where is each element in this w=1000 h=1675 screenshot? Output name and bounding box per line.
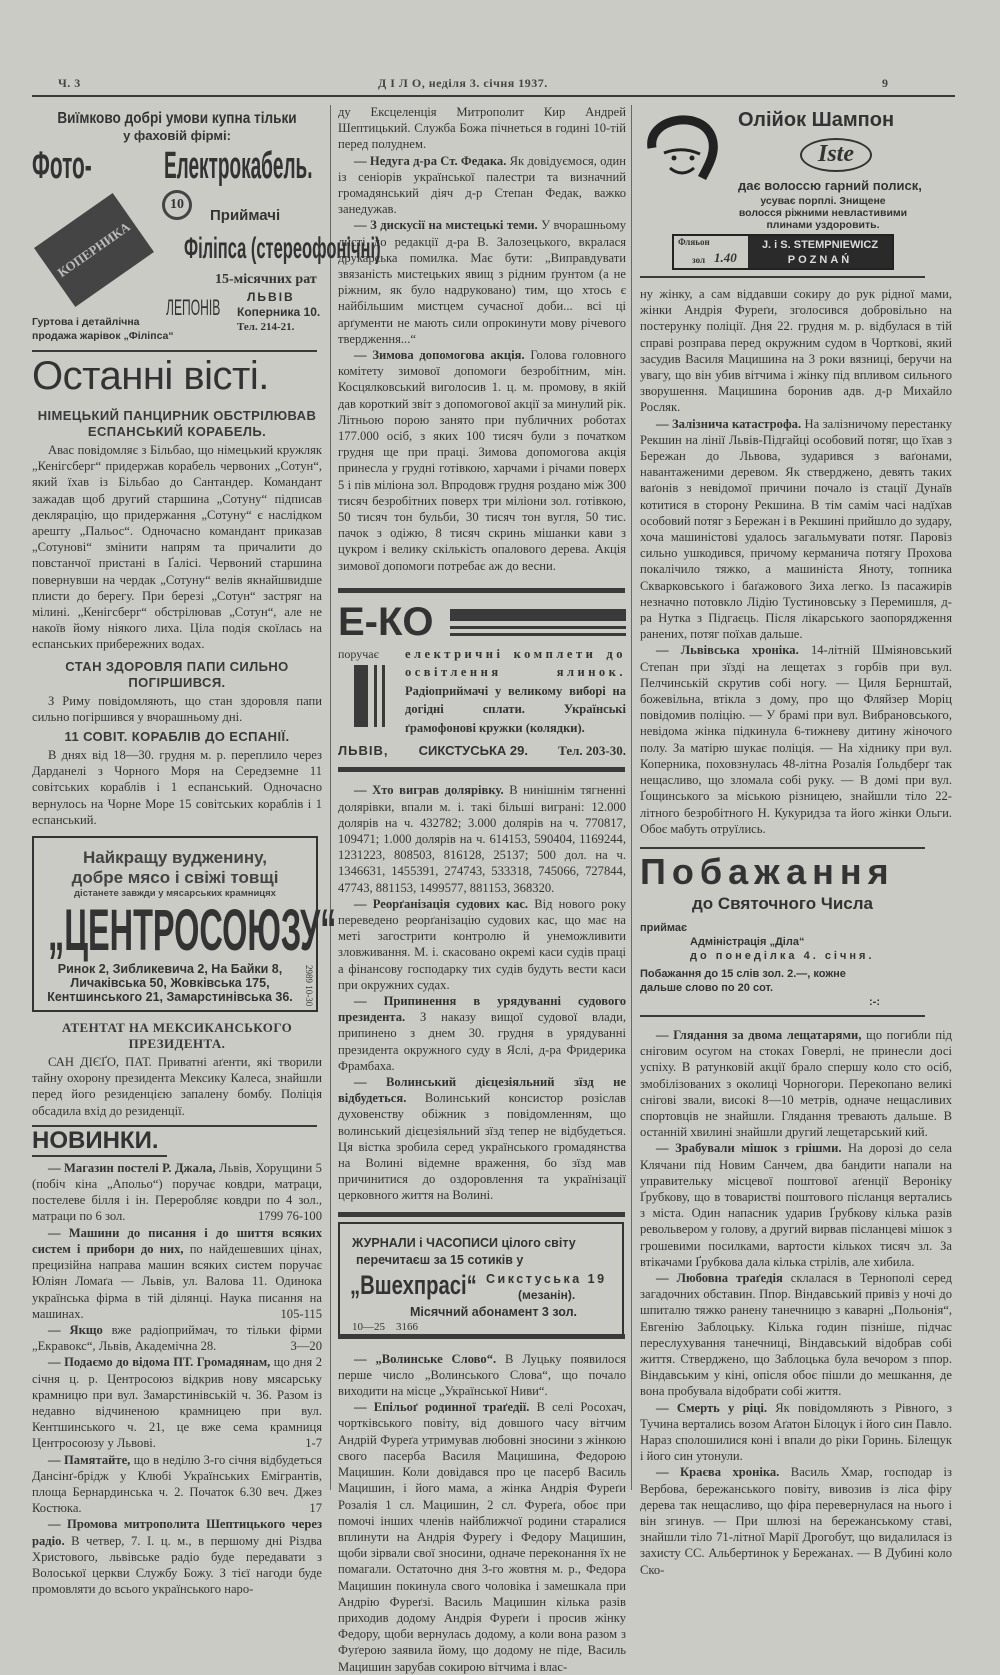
- section-title-novynky: НОВИНКИ.: [32, 1126, 159, 1154]
- ad-title: Олійок Шампон: [738, 109, 895, 131]
- brand-foto: Фото-: [32, 145, 92, 187]
- news-text: Як довідуємося, один із сеніорів української палестри та визначний громадянський діяч д-р Степан Федак, важко занедужав.: [338, 153, 626, 217]
- ad-line: Тел. 214-21.: [237, 321, 295, 333]
- news-text: В нинішнім тягненні долярівки, впали м. і. такі більші виграні: 12.000 долярів на ч. 432782; 3.000 долярів на ч. 770817, 109471; 1.000 долярів на ч. 614153, 590404, 1169244, 1231223, 808503, 816128, 25137; 500 дол. на ч. 1346631, 1455391, 274743, 533318, 745066, 727844, 47743, 881153, 1499577, 881153, 368320.: [338, 783, 627, 895]
- news-item: [32, 1322, 322, 1354]
- divider: [640, 1015, 925, 1017]
- ad-text: електричні комплети до освітлення ялинок.: [405, 646, 626, 680]
- article-column: [32, 693, 322, 725]
- news-item: [32, 1354, 322, 1451]
- article-headline: 11 СОВІТ. КОРАБЛІВ ДО ЕСПАНІЇ.: [64, 729, 290, 745]
- news-text: Волинський консистор розіслав духовенству обіжник з повідомленням, що волинський дієцезіяльний зїзд тепер не відбудеться. Ця вістка зробила серед українського громадянства на Волині відемне враження, бо зїзд мав причинитися до оздоровлення та українізації церковного життя на Волині.: [338, 1091, 626, 1203]
- news-item: [338, 1351, 626, 1400]
- news-lead: — Подаємо до відома ПТ. Громадянам,: [48, 1355, 271, 1370]
- news-item: [32, 1054, 322, 1119]
- article-column: [338, 104, 626, 574]
- news-lead: — Припинення в урядуванні судового президента.: [338, 994, 626, 1025]
- news-text: Василь Хмар, господар із Вербова, бережанського повіту, вивозив із ліса фіру дерева так нещасливо, що фіра перевернулася на нього і він згинув. — При шлюзі на бережанському ставі, знайшли тіло 71-літної Марії Дрогобут, що видалилася із захисту СС. Альбертинок у Бережанах. — В Дубині коло Ско-: [640, 1465, 952, 1577]
- ad-price: Побажання до 15 слів зол. 2.—, кожне дальше слово по 20 сот.: [640, 967, 846, 994]
- news-item: [338, 782, 626, 895]
- news-text: що дня 2 січня ц. р. Центросоюз відкрив нову мясарську крамницю при вул. Замарстинівській ч. 36. Разом із недавно відчиненою крамницею при вул. Кентшинського ч. 21, це вже сема крамниця Центросоюзу у Львові.: [32, 1355, 322, 1451]
- ad-line: Виїмково добрі умови купна тільки: [57, 110, 297, 127]
- news-item: [338, 217, 626, 347]
- news-text: що погибли під сніговим осугом на стоках Говерлі, не принесли досі успіху. В ратунковій акції брало спершу коло сто осіб, змобілізованих з околиці Чорногори. Перекопано великі снігові звали, високі 8—10 метрів, одначе нещасливих спортовців не знайшли. Глядання тревають дальше. В останній хвилині знайшли другий лещетарський кий.: [640, 1027, 952, 1140]
- news-text: В днях від 18—30. грудня м. р. переплило через Дарданелі з Чорного Моря на Середземне 11 совітських кораблів і 1 еспанський. Одночасно вернулось на Чорне Море 15 совітських кораблів і 1 еспанський.: [32, 748, 322, 827]
- news-lead: — Машини до писання і до шиття всяких систем і прибори до них,: [32, 1225, 322, 1256]
- ad-ornament: :-:: [869, 995, 880, 1008]
- news-lead: — Недуга д-ра Ст. Федака.: [354, 153, 507, 168]
- news-item: [338, 1399, 626, 1674]
- divider: [338, 1334, 625, 1339]
- ad-line: до понеділка 4. січня.: [690, 949, 875, 962]
- ad-foto-elektrokabel: [32, 110, 381, 344]
- brand-eko: Е-КО: [338, 599, 434, 644]
- news-lead: — З дискусії на мистецькі теми.: [354, 218, 538, 233]
- news-lead: — Волинський дієцезіяльний зїзд не відбудеться.: [338, 1075, 626, 1106]
- news-item: [640, 416, 952, 643]
- news-lead: — „Волинське Слово“.: [354, 1351, 497, 1366]
- brand-philips: Філіпса (стереофонічні): [184, 232, 381, 265]
- news-lead: — Магазин постелі Р. Джала,: [48, 1160, 216, 1175]
- ad-subtitle: до Святочного Числа: [692, 893, 873, 913]
- price-value: 1.40: [714, 250, 737, 265]
- maker-name: J. i S. STEMPNIEWICZ: [761, 239, 879, 251]
- news-text: 14-літній Шміяновський Степан при зїзді на лещетах з горбів при вул. Пелчинській скрутив собі ногу. — Циля Бернштай, божевільна, втікла з дому, про що Фляйзер Моріц повідомив поліцію. — У брамі при вул. Вибрановського, невідома жінка підкинула 6-тижневу дитину жіночого полу. За матірю шукає поліція. — На хіднику при вул. Коперника, поховзнулась 48-літна Розалія Ґольдберґ так нещасливо, що зломала собі руку. — В домі при вул. Ґощинського за міською різницею, знайшли тіло 22-літного безробітного Н. Кукуридза та його жінки Ольги. Обоє мабуть отруїлись.: [640, 643, 953, 836]
- news-code: 1-7: [305, 1436, 322, 1451]
- ad-line: Приймачі: [210, 207, 281, 224]
- ad-centrosoyuz: [32, 836, 337, 1012]
- news-text: В селі Росохач, чортківського повіту, від довшого часу вітчим Андрій Фуреґа утримував любовні зносини з жінкою свого пасерба Василя Мацишина, Федорою Мацишин. Коли довідався про це пасерб Василь Мацишин, і його мама, а жінка Андрія Фуреґи Розалія 1 сл. Мацишин, 2 сл. Фуреґа, обоє при помочі інших членів найближчої родини старалися вплинути на Андрія Фуреґу і Федору Мацишин, щоби зірвали свої зносини, одначе переконання їх не помагали. Остаточно дня 3-го жовтня м. р., Федора Мацишин покинула свого чоловіка і замешкала при Андрію Фуреґзі. Василь Мацишин кілька разів приходив додому Андрія Фуреґи і просив жінку Федору, щоби вернулась додому, а коли вона разом з Фуґерою заявила йому, що додому не піде, Василь Мацишин зарубав сокирою вітчима і влас-: [338, 1400, 626, 1674]
- article-column: [32, 1054, 322, 1119]
- ad-line: ЖУРНАЛИ і ЧАСОПИСИ цілого світу: [352, 1235, 576, 1250]
- news-lead: — Смерть у ріці.: [656, 1400, 767, 1415]
- news-text: ну жінку, а сам віддавши сокиру до рук рідної мами, жінки Андрія Фуреґи, зголосився добровільно на постерунку поліції. Дня 22. грудня м. р. відбулася в тій справі розправа перед окружним судом в Чорткові, який засудив Василя Мацишина на 3 роки вязниці, беручи на увагу, що він убив вітчима і жінку під впливом сильного зворушення. Мацишина боронив адв. д-р Михайло Росляк.: [640, 287, 952, 415]
- article-column: [338, 782, 626, 1203]
- news-lead: — Залізнича катастрофа.: [656, 416, 802, 431]
- article-headline: НІМЕЦЬКИЙ ПАНЦИРНИК ОБСТРІЛЮВАВ ЕСПАНСЬКИЙ КОРАБЕЛЬ.: [37, 408, 317, 439]
- divider: [338, 767, 625, 772]
- address: Кентшинського 21, Замарстинівська 36.: [47, 990, 293, 1005]
- news-item: [338, 104, 626, 153]
- news-text: склалася в Тернополі серед загадочних обставин. Ппор. Віндавський привіз у ночі до шпиталю тяжко ранену танечницю з каварні „Польонія“, Евгенію Заблоцьку. Кілька годин пізніше, підчас переслухування танечниці, Віндавський відобрав собі життя. Стверджено, що Заблоцька була вечором з ппор. Віндавським у кіні, опісля обоє пішли до мешкання, де вона пробувала відобрати собі життя.: [640, 1270, 952, 1399]
- price-currency: зол: [692, 255, 705, 265]
- news-lead: — Зимова допомогова акція.: [354, 348, 525, 363]
- news-lead: — Якщо: [48, 1322, 103, 1337]
- news-text: У вчорашньому листі до редакції д-ра В. Залозецького, вкралася друкарська помилка. Має бути: „Виправдувати звязаність мистецьких явищ з рідним ґрунтом (а не ріжним, як було надруковано) тим, що хтось є найбільшим мистцем сучасної доби... всі ці арґументи не мають сили опрокинути мову річевого твердження...“: [338, 218, 626, 346]
- divider: [32, 1155, 167, 1157]
- news-text: Як повідомляють з Рівного, з Тучина вертались возом Аґатон Білоцук і його син Павло. Нараз сполошилися коні і впали до ріки Горинь. Білещук і його син утонули.: [640, 1400, 952, 1464]
- ad-line: добре мясо і свіжі товщі: [71, 868, 279, 888]
- address: СИКСТУСЬКА 29.: [418, 743, 528, 759]
- address: (мезанін).: [518, 1287, 576, 1302]
- news-code: 17: [309, 1501, 322, 1516]
- news-item: [640, 642, 952, 836]
- news-item: [338, 896, 626, 993]
- news-lead: — Епільоґ родинної траґедії.: [354, 1400, 530, 1415]
- graphic-label: КОПЕРНИКА: [54, 219, 133, 281]
- news-item: [32, 747, 322, 828]
- news-text: що в неділю 3-го січня відбудеться Дансінґ-брідж у Клюбі Українських Емігрантів, площа Бернардинська ч. 2. Початок 6.30 веч. Джез Костюка.: [32, 1452, 322, 1516]
- news-item: [32, 1160, 322, 1225]
- news-item: [32, 1516, 322, 1597]
- address: Личаківська 50, Жовківська 175,: [70, 976, 270, 991]
- tube-graphic: [34, 193, 154, 307]
- badge-10: 10: [162, 190, 192, 220]
- graphic-label: ЛЕПОНІВ: [166, 295, 221, 320]
- news-lead: — Львівська хроніка.: [656, 643, 799, 658]
- news-lead: — Зрабували мішок з грішми.: [656, 1141, 842, 1156]
- news-text: З наказу вищої судової влади, припинено з днем 30. грудня в урядуванні президента окружного суду в Яслі, д-ра Фридерика Фрамбаха.: [338, 1010, 626, 1073]
- section-title-latest-news: Останні вісті.: [32, 354, 269, 398]
- article-headline: СТАН ЗДОРОВЛЯ ПАПИ СИЛЬНО ПОГІРШИВСЯ.: [65, 658, 289, 690]
- price-label: Фляьон: [678, 237, 710, 247]
- news-lead: — Краєва хроніка.: [656, 1465, 780, 1480]
- right-column: [640, 100, 952, 1578]
- ad-line: дістанете завжди у мясарських крамницях: [74, 888, 276, 900]
- news-text: Від нового року переведено реорґанізацію судових кас, що має на меті загострити контролю й унеможливити зловживання. М. і. скасовано окремі каси судів праці а фінансову господарку тих судів будуть вести каси при окружних судах.: [338, 896, 626, 992]
- middle-column: [338, 104, 626, 1675]
- address: Сикстуська 19: [486, 1271, 607, 1286]
- ad-vshekhprasi: [338, 1222, 624, 1334]
- news-item: [640, 1270, 952, 1400]
- news-item: [640, 1140, 952, 1270]
- news-text: по найдешевших цінах, прецизійна направа машин всяких систем поручає Юліян Ломаґа — Львів, ул. Валова 11. Одинока українська фірма в тій ділянці. Наука писання на машинах.: [32, 1241, 322, 1321]
- news-text: САН ДІЄҐО, ПАТ. Приватні аґенти, які творили тайну охорону президента Мексику Калеса, знайшли перед його резиденцією запалену бомбу. Поліція обсадила вхід до резиденції.: [32, 1055, 322, 1118]
- brand-centrosoyuz: „ЦЕНТРОСОЮЗУ“: [48, 898, 337, 964]
- address: Ринок 2, Зибликевича 2, На Байки 8,: [57, 962, 283, 977]
- ad-code: 2989 10-30: [304, 964, 314, 1007]
- address: ЛЬВІВ,: [338, 743, 389, 759]
- news-text: ду Ексцеленція Митрополит Кир Андрей Шептицький. Служба Божа пічнеться в годині 10-тій перед полуднем.: [338, 105, 626, 152]
- news-item: [338, 347, 626, 574]
- ad-line: Найкращу вудженину,: [82, 848, 268, 868]
- masthead-date: Д І Л О, неділя 3. січня 1937.: [378, 76, 548, 90]
- ad-line: продажа жарівок „Філіпса“: [32, 330, 174, 342]
- news-text: В четвер, 7. І. ц. м., в першому дні Різдва Христового, львівське радіо буде передавати з Волоської церкви Службу Божу. З тієї нагоди буде промовляти до всього українського наро-: [32, 1533, 322, 1597]
- ad-line: Гуртова і детайлічна: [32, 316, 140, 328]
- page-number: 9: [882, 76, 889, 90]
- divider: [640, 847, 925, 849]
- news-lead: — Промова митрополита Шептицького через радіо.: [32, 1517, 322, 1548]
- news-text: вже радіоприймач, то тільки фірми „Екравокс“, Львів, Академічна 28.: [32, 1322, 322, 1354]
- price-box: [672, 234, 894, 270]
- news-item: [32, 1225, 322, 1322]
- news-lead: — Глядання за двома лещатарями,: [656, 1027, 862, 1042]
- news-text: Голова головного комітету зимової допомоги безробітним, мін. Косцялковський виголосив 1. ц. м. промову, в якій дав короткий звіт з допомогової акції за минулий рік. Літньою порою занято при публичних роботах 177.000 осіб, з яких 100 тисяч були з початком грудня ще при праці. Зимова допомогова акція принесла у грудні готівкою, харчами і річами поверх 5 і пів міліона зол. Впродовж грудня роздано між 300 тисяч безробітних поверх три міліони зол. готівкою, 50 тисяч тон бульби, 30 тисяч тон вугля, 50 тис. пачок з одіжю, 8 тисяч скринь мішанки кави з цукром і велику скількість опалового дерева. Акція зимової допомоги потребає аж до весни.: [338, 348, 627, 573]
- article-column: [640, 1027, 952, 1578]
- ad-eko: [338, 599, 626, 760]
- news-code: 105-115: [280, 1306, 322, 1321]
- ad-code: 10—25 3166: [352, 1320, 418, 1333]
- divider: [640, 276, 925, 278]
- brand-elektrokabel: Електрокабель.: [164, 145, 313, 187]
- phone: Тел. 203-30.: [558, 743, 626, 759]
- news-code: 1799 76-100: [257, 1209, 322, 1224]
- ad-line: поручає: [338, 646, 379, 661]
- divider: [338, 1212, 625, 1217]
- news-lead: — Хто виграв долярівку.: [354, 783, 504, 798]
- ad-line: 15-місячних рат: [215, 272, 317, 287]
- ad-line: дає волоссю гарний полиск,: [738, 178, 922, 193]
- ad-text: усуває порплі. Знищене волосся ріжними невластивими плинами уздоровить.: [738, 195, 908, 231]
- brand-vshekhprasi: „Вшехпрасі“: [350, 1269, 477, 1300]
- article-headline: АТЕНТАТ НА МЕКСИКАНСЬКОГО ПРЕЗИДЕНТА.: [61, 1020, 293, 1052]
- news-item: [640, 286, 952, 416]
- woman-face-illustration: [642, 108, 722, 188]
- news-lead: — Реорґанізація судових кас.: [354, 896, 529, 911]
- news-item: [338, 993, 626, 1074]
- news-text: На дорозі до села Клячани під Новим Санчем, два бандити напали на управительку місцевої поштової аґенції Вероніку Ґрубкову, що в товаристві поштового післанця вертались з міста. Один напасник ударив Ґрубкову кілька разів револьвером у голову, а другий вирвав післанцеві мішок з грошевими посилками, вартости кількох тисяч зл. За втікачами Ґрубкова дала кілька стрілів, але хибила.: [640, 1141, 952, 1269]
- ad-wishes: [640, 851, 952, 1009]
- news-item: [32, 1452, 322, 1517]
- ad-line: Коперника 10.: [237, 305, 321, 319]
- news-text: Авас повідомляє з Більбао, що німецький кружляк „Кенігсберг“ придержав корабель червоних „Сотун“, який їхав із Більбао до Сантандер. Командант зажадав щоб другий старшина „Сотуну“ підписав декляpацію, що придержання „Сотуну“ є наслідком арешту „Пальос“. Одночасно командант приказав „Сотунові“ змінити напрям та причалити до повстанчої пристані в Ґалісі. Червоний старшина повернувши на чердак „Сотуну“ велів якнайшвидше плисти до берегу. При березі „Сотун“ застряг на мілині. „Кенігсберг“ обстрілював „Сотун“, але не накоїв йому ніякого лиха. Ціла подія скоїлась на еспанських прибережних водах.: [32, 443, 322, 652]
- ad-text: Радіоприймачі у великому виборі на догідні сплати. Українські ґрамофонові кружки (колядки).: [405, 683, 626, 735]
- news-item: [32, 693, 322, 725]
- iste-logo: Iste: [800, 138, 872, 172]
- column-rule: [631, 105, 632, 1490]
- issue-number: Ч. 3: [58, 76, 81, 90]
- news-lead: — Памятайте,: [48, 1452, 131, 1467]
- ad-title: Побажання: [640, 850, 895, 892]
- news-text: З Риму повідомляють, що стан здоровля папи сильно погіршився у вчорашньому дні.: [32, 693, 322, 724]
- ad-line: ЛЬВІВ: [247, 290, 295, 304]
- article-column: [338, 1351, 626, 1675]
- article-column: [32, 442, 322, 653]
- header-rule: [32, 95, 955, 97]
- maker-city: POZNAŃ: [787, 254, 853, 266]
- news-text: Львів, Хорущини 5 (побіч кіна „Апольо“) поручає ковдри, матраци, постелеве білля і ін. Переробляє ковдри по 4 зол., матраци по 6 зол.: [32, 1160, 322, 1224]
- ad-line: Місячний абонамент 3 зол.: [410, 1304, 577, 1319]
- ad-line: Адміністрація „Діла“: [690, 935, 805, 948]
- news-item: [640, 1464, 952, 1577]
- news-item: [640, 1400, 952, 1465]
- ad-line: приймає: [640, 921, 688, 934]
- article-column: [640, 286, 952, 837]
- news-code: 3—20: [290, 1339, 322, 1354]
- article-column: [32, 747, 322, 828]
- news-text: В Луцьку появилося перше число „Волинського Слова“, що почало виходити на місце „Української Ниви“.: [338, 1351, 626, 1399]
- article-column: [32, 1160, 322, 1597]
- news-text: На залізничому перестанку Рекшин на лінії Львів-Підгайці особовий потяг, що їхав з Бережан до Львова, зударився з ваґонами, навантаженими деревом. Як стверджено, девять таких ваґонів з невідомої причини почало із стації Дунаїв котитися в сторону Рекшина. В тім самім часі надїхав особовий потяг з Бережан і в Рекшині прийшло до зудару, хоча машиністові удалось загальмувати потяг. Паровіз сильно ушкодився, причому керманича потягу Прохова покалічило тяжко, а машиніста Яноту, топника Скварковського і баґажового Зиха легко. Із пасажирів незначно потовкло Лідію Тустиновську з Перемишля, д-ра Нутка з Підгаєць. Після лікарського заопорядження ранених, потяг поїхав дальше.: [640, 416, 952, 642]
- news-lead: — Любовна траґедія: [656, 1270, 783, 1285]
- ad-line: у фаховій фірмі:: [123, 128, 231, 143]
- divider: [338, 588, 625, 593]
- news-item: [338, 153, 626, 218]
- ad-line: перечитаєш за 15 сотиків у: [356, 1252, 524, 1267]
- news-item: [32, 442, 322, 653]
- column-rule: [330, 105, 331, 1490]
- ad-iste-shampoo: [640, 100, 952, 272]
- left-column: [32, 110, 381, 1597]
- news-item: [640, 1027, 952, 1140]
- news-item: [338, 1074, 626, 1204]
